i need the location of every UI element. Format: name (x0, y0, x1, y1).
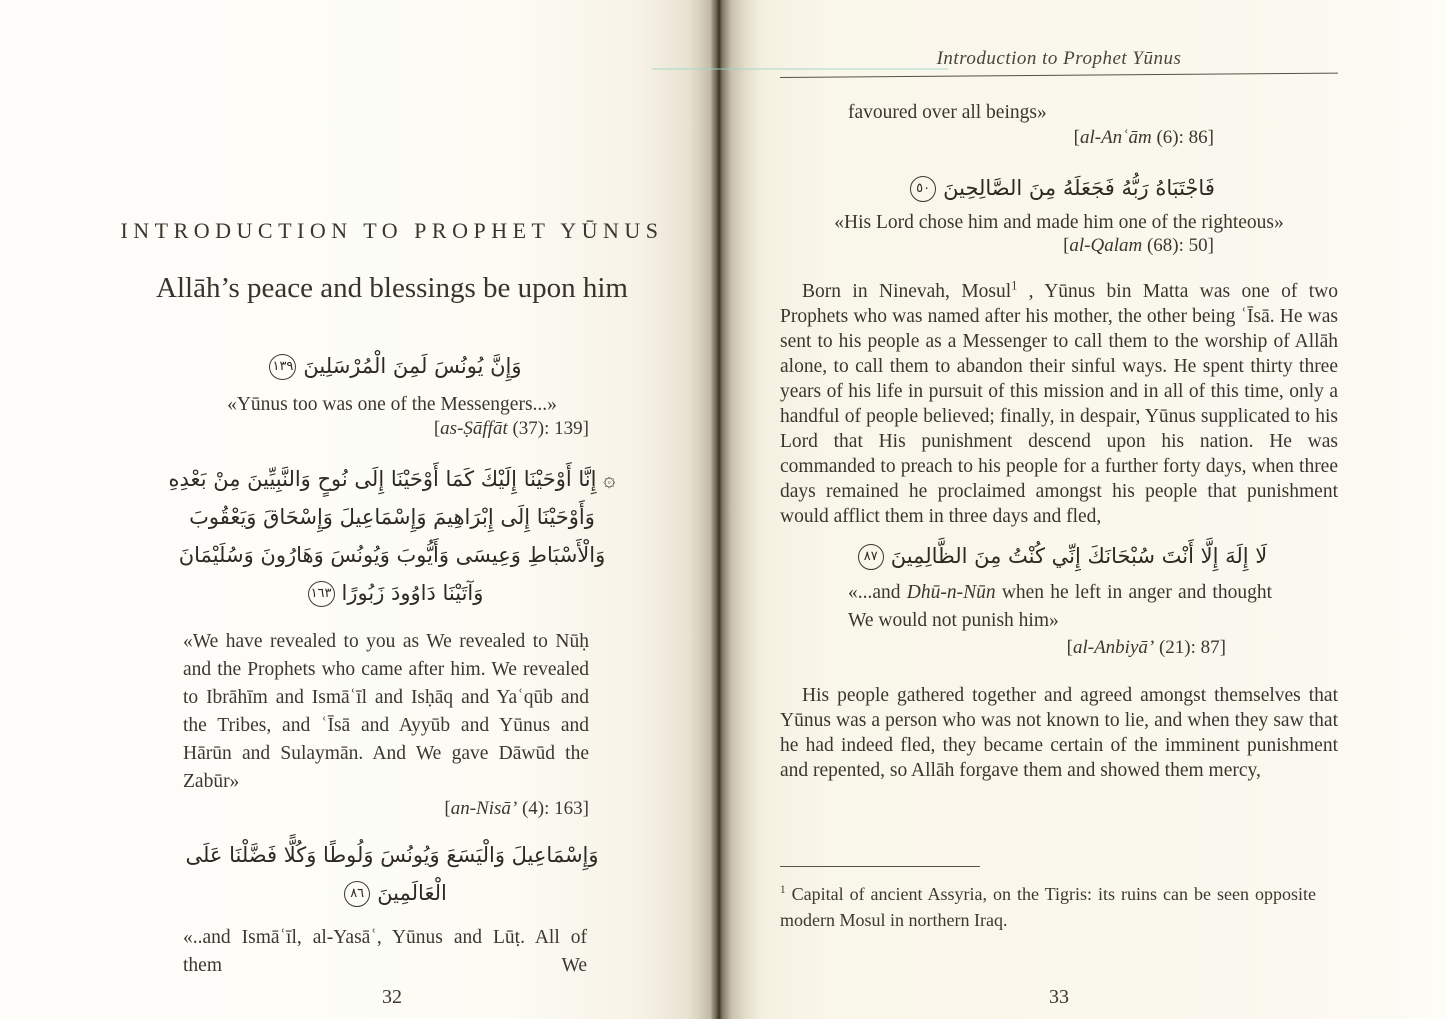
arabic-verse-anam-line2 (92, 874, 692, 912)
header-rule (780, 73, 1338, 78)
right-page (712, 0, 1445, 1019)
left-page-text-column (92, 0, 692, 980)
arabic-verse-anam (92, 836, 692, 912)
footnote-reference-marker: 1 (1011, 278, 1018, 293)
arabic-verse-nisa-line4-text: وَآتَيْنَا دَاوُودَ زَبُورًا (341, 581, 484, 605)
citation-open-bracket: [ (1063, 235, 1070, 256)
citation-qalam (780, 235, 1338, 257)
arabic-verse-anbiya-text: لَا إِلَهَ إِلَّا أَنْتَ سُبْحَانَكَ إِنِّي كُنْتُ مِنَ الظَّالِمِينَ (890, 544, 1268, 568)
citation-surah-name: as-Ṣāffāt (440, 418, 508, 439)
citation-open-bracket: [ (1073, 127, 1080, 148)
page-number-right: 33 (1049, 986, 1069, 1008)
footnote-marker: 1 (780, 884, 786, 896)
paragraph1-text-after-footnote: , Yūnus bin Matta was one of two Prophets who was named after his mother, the other being ʿĪsā. He was sent to his people as a Messenger to call them to the worship of Allāh alone, to call them to abandon their sinful ways. He spent thirty three years of his life in pursuit of this mission and in all of this time, only a handful of people believed; finally, in despair, Yūnus supplicated to his Lord that His punishment descend upon his nation. He was commanded to preach to his people for a further forty days, when three days remained he proclaimed amongst his people that punishment would afflict them in three days and fled, (780, 281, 1339, 527)
paragraph1-text-before-footnote: Born in Ninevah, Mosul (802, 281, 1012, 302)
right-page-text-column (780, 0, 1338, 783)
translation-anbiya-pre: «...and (848, 582, 907, 603)
arabic-verse-qalam-text: فَاجْتَبَاهُ رَبُّهُ فَجَعَلَهُ مِنَ الصَّالِحِينَ (943, 176, 1215, 200)
citation-anam (780, 127, 1338, 149)
citation-nisa (183, 798, 589, 820)
chapter-heading: INTRODUCTION TO PROPHET YŪNUS (120, 218, 664, 243)
translation-anam-continued: favoured over all beings» (848, 102, 1047, 123)
ayah-number-marker: ٥٠ (910, 176, 936, 202)
footnote-block (780, 866, 1316, 933)
citation-saffat (183, 418, 589, 440)
citation-open-bracket: [ (444, 798, 451, 819)
arabic-verse-anam-line2-text: الْعَالَمِينَ (377, 881, 447, 905)
body-paragraph-2: His people gathered together and agreed amongst themselves that Yūnus was a person who was not known to lie, and when they saw that he had indeed fled, they became certain of the imminent punishment and repented, so Allāh forgave them and showed them mercy, (780, 685, 1338, 781)
translation-anbiya (848, 579, 1272, 635)
citation-reference: (68): 50] (1142, 235, 1214, 256)
arabic-verse-anam-line1: وَإِسْمَاعِيلَ وَالْيَسَعَ وَيُونُسَ وَلُوطًا وَكُلًّا فَضَّلْنَا عَلَى (185, 843, 599, 867)
citation-surah-name: al-Qalam (1069, 235, 1143, 256)
citation-surah-name: al-Anbiyā’ (1072, 637, 1155, 658)
arabic-verse-nisa-line1: ۞ إِنَّا أَوْحَيْنَا إِلَيْكَ كَمَا أَوْحَيْنَا إِلَى نُوحٍ وَالنَّبِيِّينَ مِنْ بَعْدِهِ (168, 467, 616, 491)
citation-surah-name: al-Anʿām (1079, 127, 1152, 148)
citation-reference: (4): 163] (517, 798, 589, 819)
ayah-number-marker: ٨٦ (344, 881, 370, 907)
translation-nisa: «We have revealed to you as We revealed to Nūḥ and the Prophets who came after him. We revealed to Ibrāhīm and Ismāʿīl and Isḥāq and Yaʿqūb and the Tribes, and ʿĪsā and Ayyūb and Yūnus and Hārūn and Sulaymān. And We gave Dāwūd the Zabūr» (183, 631, 589, 792)
ayah-number-marker: ١٣٩ (269, 354, 296, 380)
citation-reference: (6): 86] (1151, 127, 1214, 148)
arabic-verse-nisa-line4 (92, 574, 692, 612)
translation-anam-partial: «..and Ismāʿīl, al-Yasāʿ, Yūnus and Lūṭ. All of them We (183, 927, 587, 976)
citation-surah-name: an-Nisā’ (450, 798, 518, 819)
citation-anbiya (780, 637, 1338, 659)
translation-qalam: «His Lord chose him and made him one of the righteous» (834, 212, 1284, 233)
arabic-verse-saffat (92, 347, 692, 385)
arabic-verse-nisa-line2: وَأَوْحَيْنَا إِلَى إِبْرَاهِيمَ وَإِسْمَاعِيلَ وَإِسْحَاقَ وَيَعْقُوبَ (189, 505, 595, 529)
ayah-number-marker: ٨٧ (858, 544, 884, 570)
running-header: Introduction to Prophet Yūnus (936, 48, 1182, 69)
footnote-body: Capital of ancient Assyria, on the Tigris: its ruins can be seen opposite modern Mosul in northern Iraq. (780, 884, 1316, 930)
footnote-text (780, 881, 1316, 933)
translation-saffat: «Yūnus too was one of the Messengers...» (227, 394, 557, 415)
body-paragraph-1 (780, 279, 1338, 529)
citation-reference: (21): 87] (1154, 637, 1226, 658)
footnote-rule (780, 866, 980, 867)
arabic-verse-anbiya (780, 537, 1338, 575)
translation-anbiya-term: Dhū-n-Nūn (906, 582, 996, 603)
ayah-number-marker: ١٦٣ (308, 581, 335, 607)
left-page (0, 0, 712, 1019)
page-number-left: 32 (382, 986, 402, 1008)
arabic-verse-nisa-line3: وَالْأَسْبَاطِ وَعِيسَى وَأَيُّوبَ وَيُونُسَ وَهَارُونَ وَسُلَيْمَانَ (178, 543, 606, 567)
citation-open-bracket: [ (1066, 637, 1073, 658)
citation-reference: (37): 139] (507, 418, 589, 439)
translation-anbiya-post: when he left in anger and thought We would not punish him» (848, 582, 1273, 631)
arabic-verse-qalam (780, 169, 1338, 207)
arabic-verse-nisa (92, 460, 692, 612)
citation-open-bracket: [ (433, 418, 441, 439)
chapter-subheading: Allāh’s peace and blessings be upon him (156, 272, 628, 304)
arabic-verse-saffat-text: وَإِنَّ يُونُسَ لَمِنَ الْمُرْسَلِينَ (303, 354, 522, 378)
